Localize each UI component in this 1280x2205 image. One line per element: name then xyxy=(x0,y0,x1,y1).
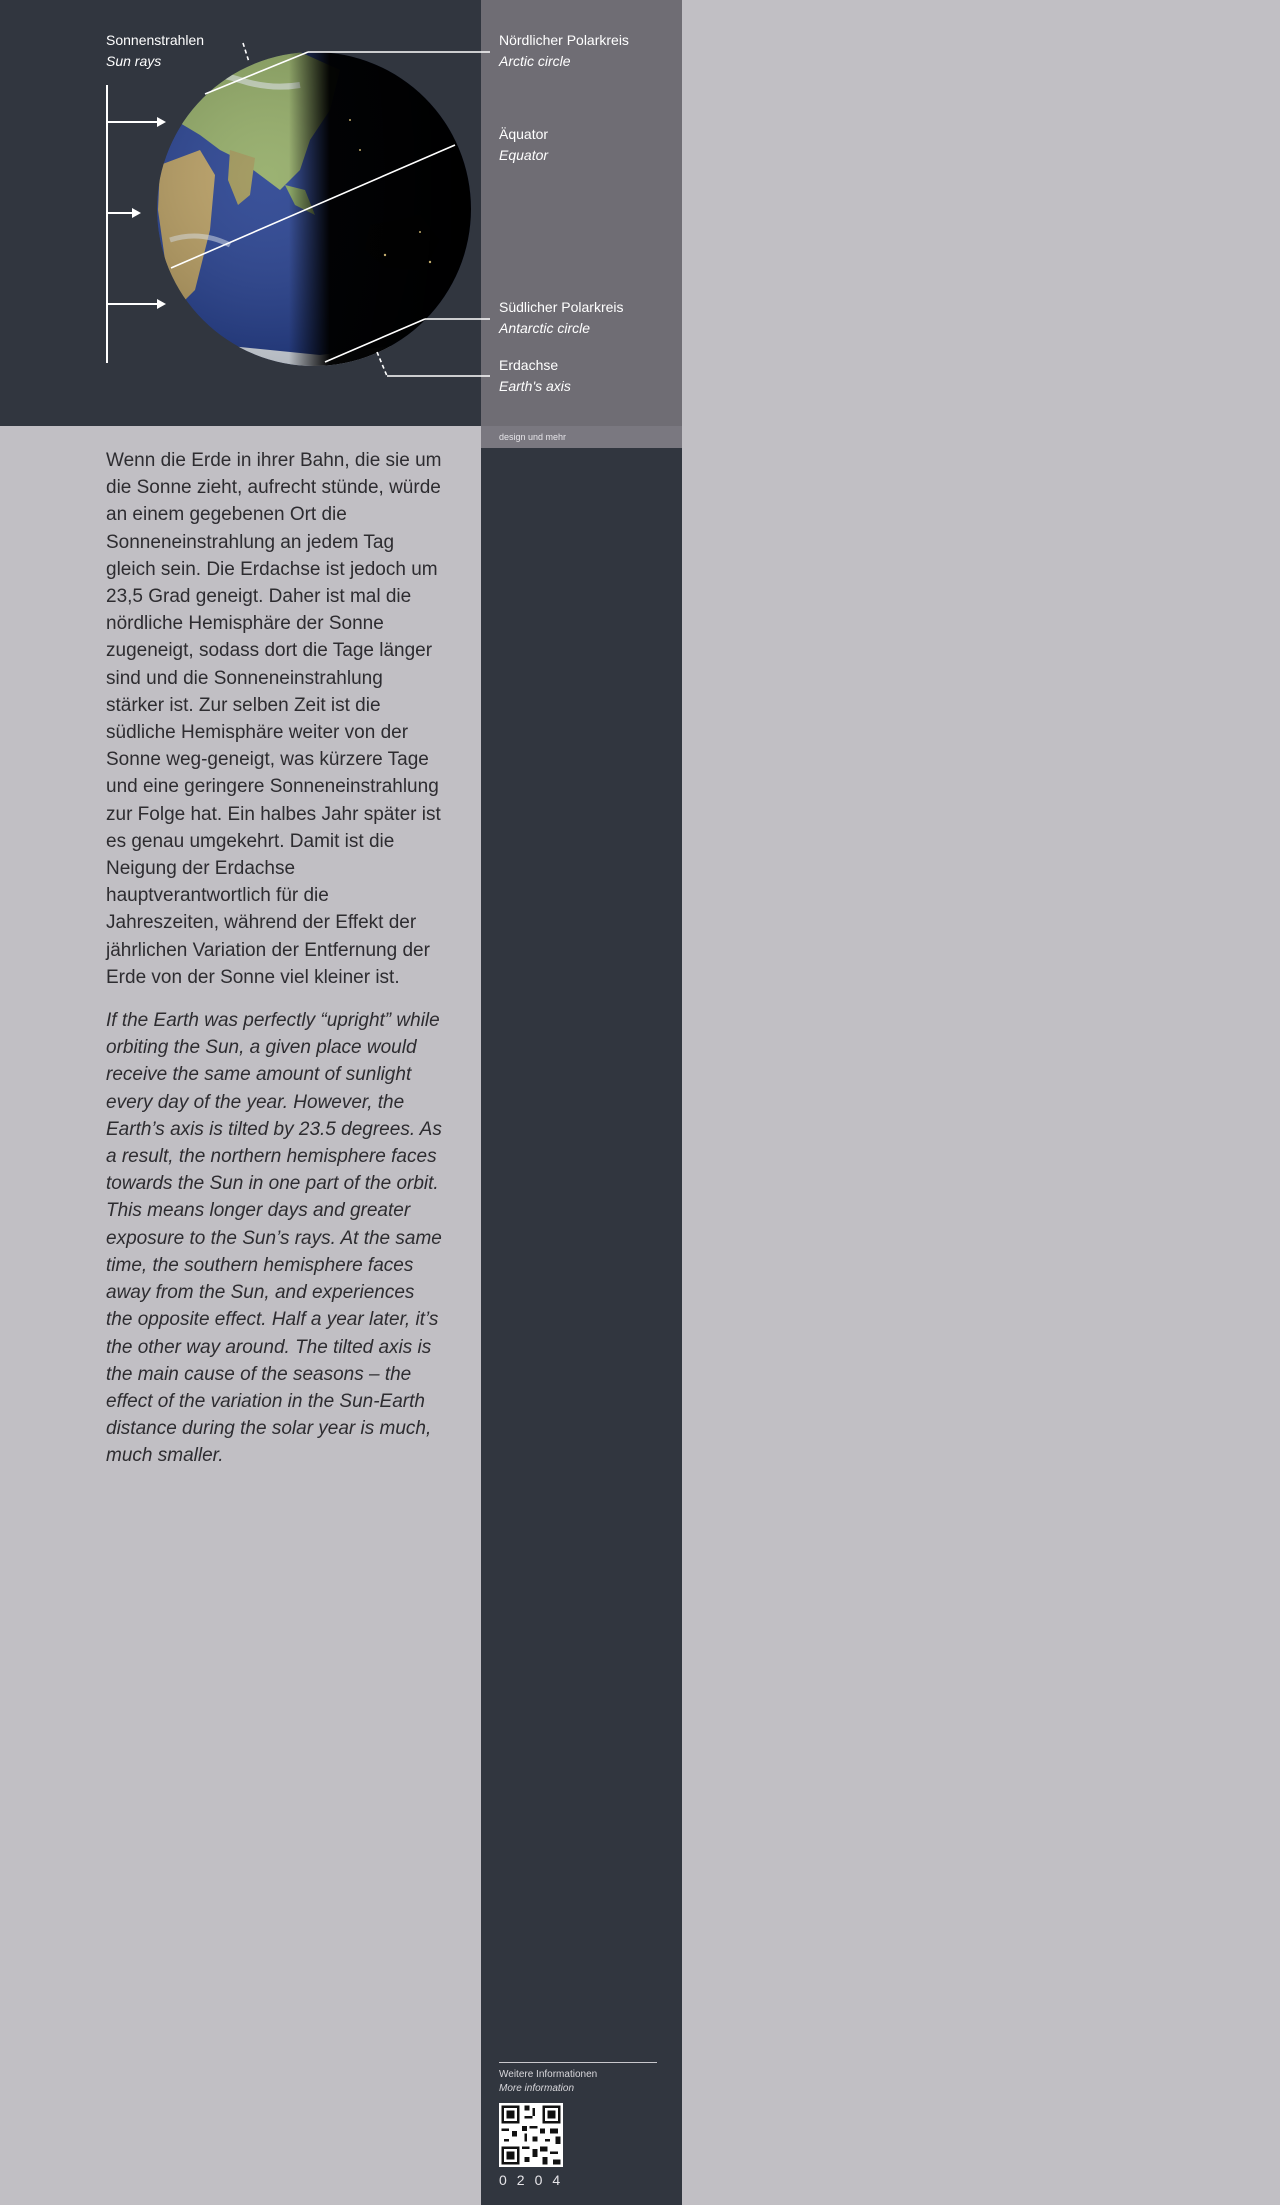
label-sun-rays xyxy=(106,30,204,72)
paragraph-german: Wenn die Erde in ihrer Bahn, die sie um die Sonne zieht, aufrecht stünde, würde an einem gegebenen Ort die Sonneneinstrahlung an jedem Tag gleich sein. Die Erdachse ist jedoch um 23,5 Grad geneigt. Daher ist mal die nördliche Hemisphäre der Sonne zugeneigt, sodass dort die Tage länger sind und die Sonneneinstrahlung stärker ist. Zur selben Zeit ist die südliche Hemisphäre weiter von der Sonne weg-geneigt, was kürzere Tage und eine geringere Sonneneinstrahlung zur Folge hat. Ein halbes Jahr später ist es genau umgekehrt. Damit ist die Neigung der Erdachse hauptverantwortlich für die Jahreszeiten, während der Effekt der jährlichen Variation der Entfernung der Erde von der Sonne viel kleiner ist. xyxy=(106,450,442,988)
sun-rays xyxy=(107,85,158,363)
label-antarctic-circle xyxy=(499,297,624,339)
label-sun-rays-de: Sonnenstrahlen xyxy=(106,32,205,48)
label-antarctic-en: Antarctic circle xyxy=(499,320,591,336)
label-antarctic-de: Südlicher Polarkreis xyxy=(499,299,624,315)
more-info-label-de: Weitere Informationen xyxy=(499,2069,598,2080)
label-arctic-circle xyxy=(499,30,629,72)
info-code: 0204 xyxy=(499,2172,571,2188)
label-equator xyxy=(499,124,548,166)
label-axis-de: Erdachse xyxy=(499,357,559,373)
more-info-label-en: More information xyxy=(499,2083,575,2094)
label-sun-rays-en: Sun rays xyxy=(106,53,162,69)
label-arctic-de: Nördlicher Polarkreis xyxy=(499,32,629,48)
label-equator-de: Äquator xyxy=(499,126,549,142)
credit-text: design und mehr xyxy=(499,432,567,442)
paragraph-english: If the Earth was perfectly “upright” while orbiting the Sun, a given place would receive the same amount of sunlight every day of the year. However, the Earth’s axis is tilted by 23.5 degrees. As a result, the northern hemisphere faces towards the Sun in one part of the orbit. This means longer days and greater exposure to the Sun’s rays. At the same time, the southern hemisphere faces away from the Sun, and experiences the opposite effect. Half a year later, it’s the other way around. The tilted axis is the main cause of the seasons – the effect of the variation in the Sun-Earth distance during the solar year is much, much smaller. xyxy=(106,1010,442,1467)
label-equator-en: Equator xyxy=(499,147,549,163)
body-text xyxy=(106,447,446,1470)
divider xyxy=(499,2062,657,2063)
label-axis-en: Earth's axis xyxy=(499,378,571,394)
label-earth-axis xyxy=(499,355,571,397)
sidebar-column xyxy=(481,448,682,2205)
label-arctic-en: Arctic circle xyxy=(499,53,571,69)
earth-globe xyxy=(157,52,471,380)
qr-code-icon[interactable] xyxy=(499,2103,563,2167)
